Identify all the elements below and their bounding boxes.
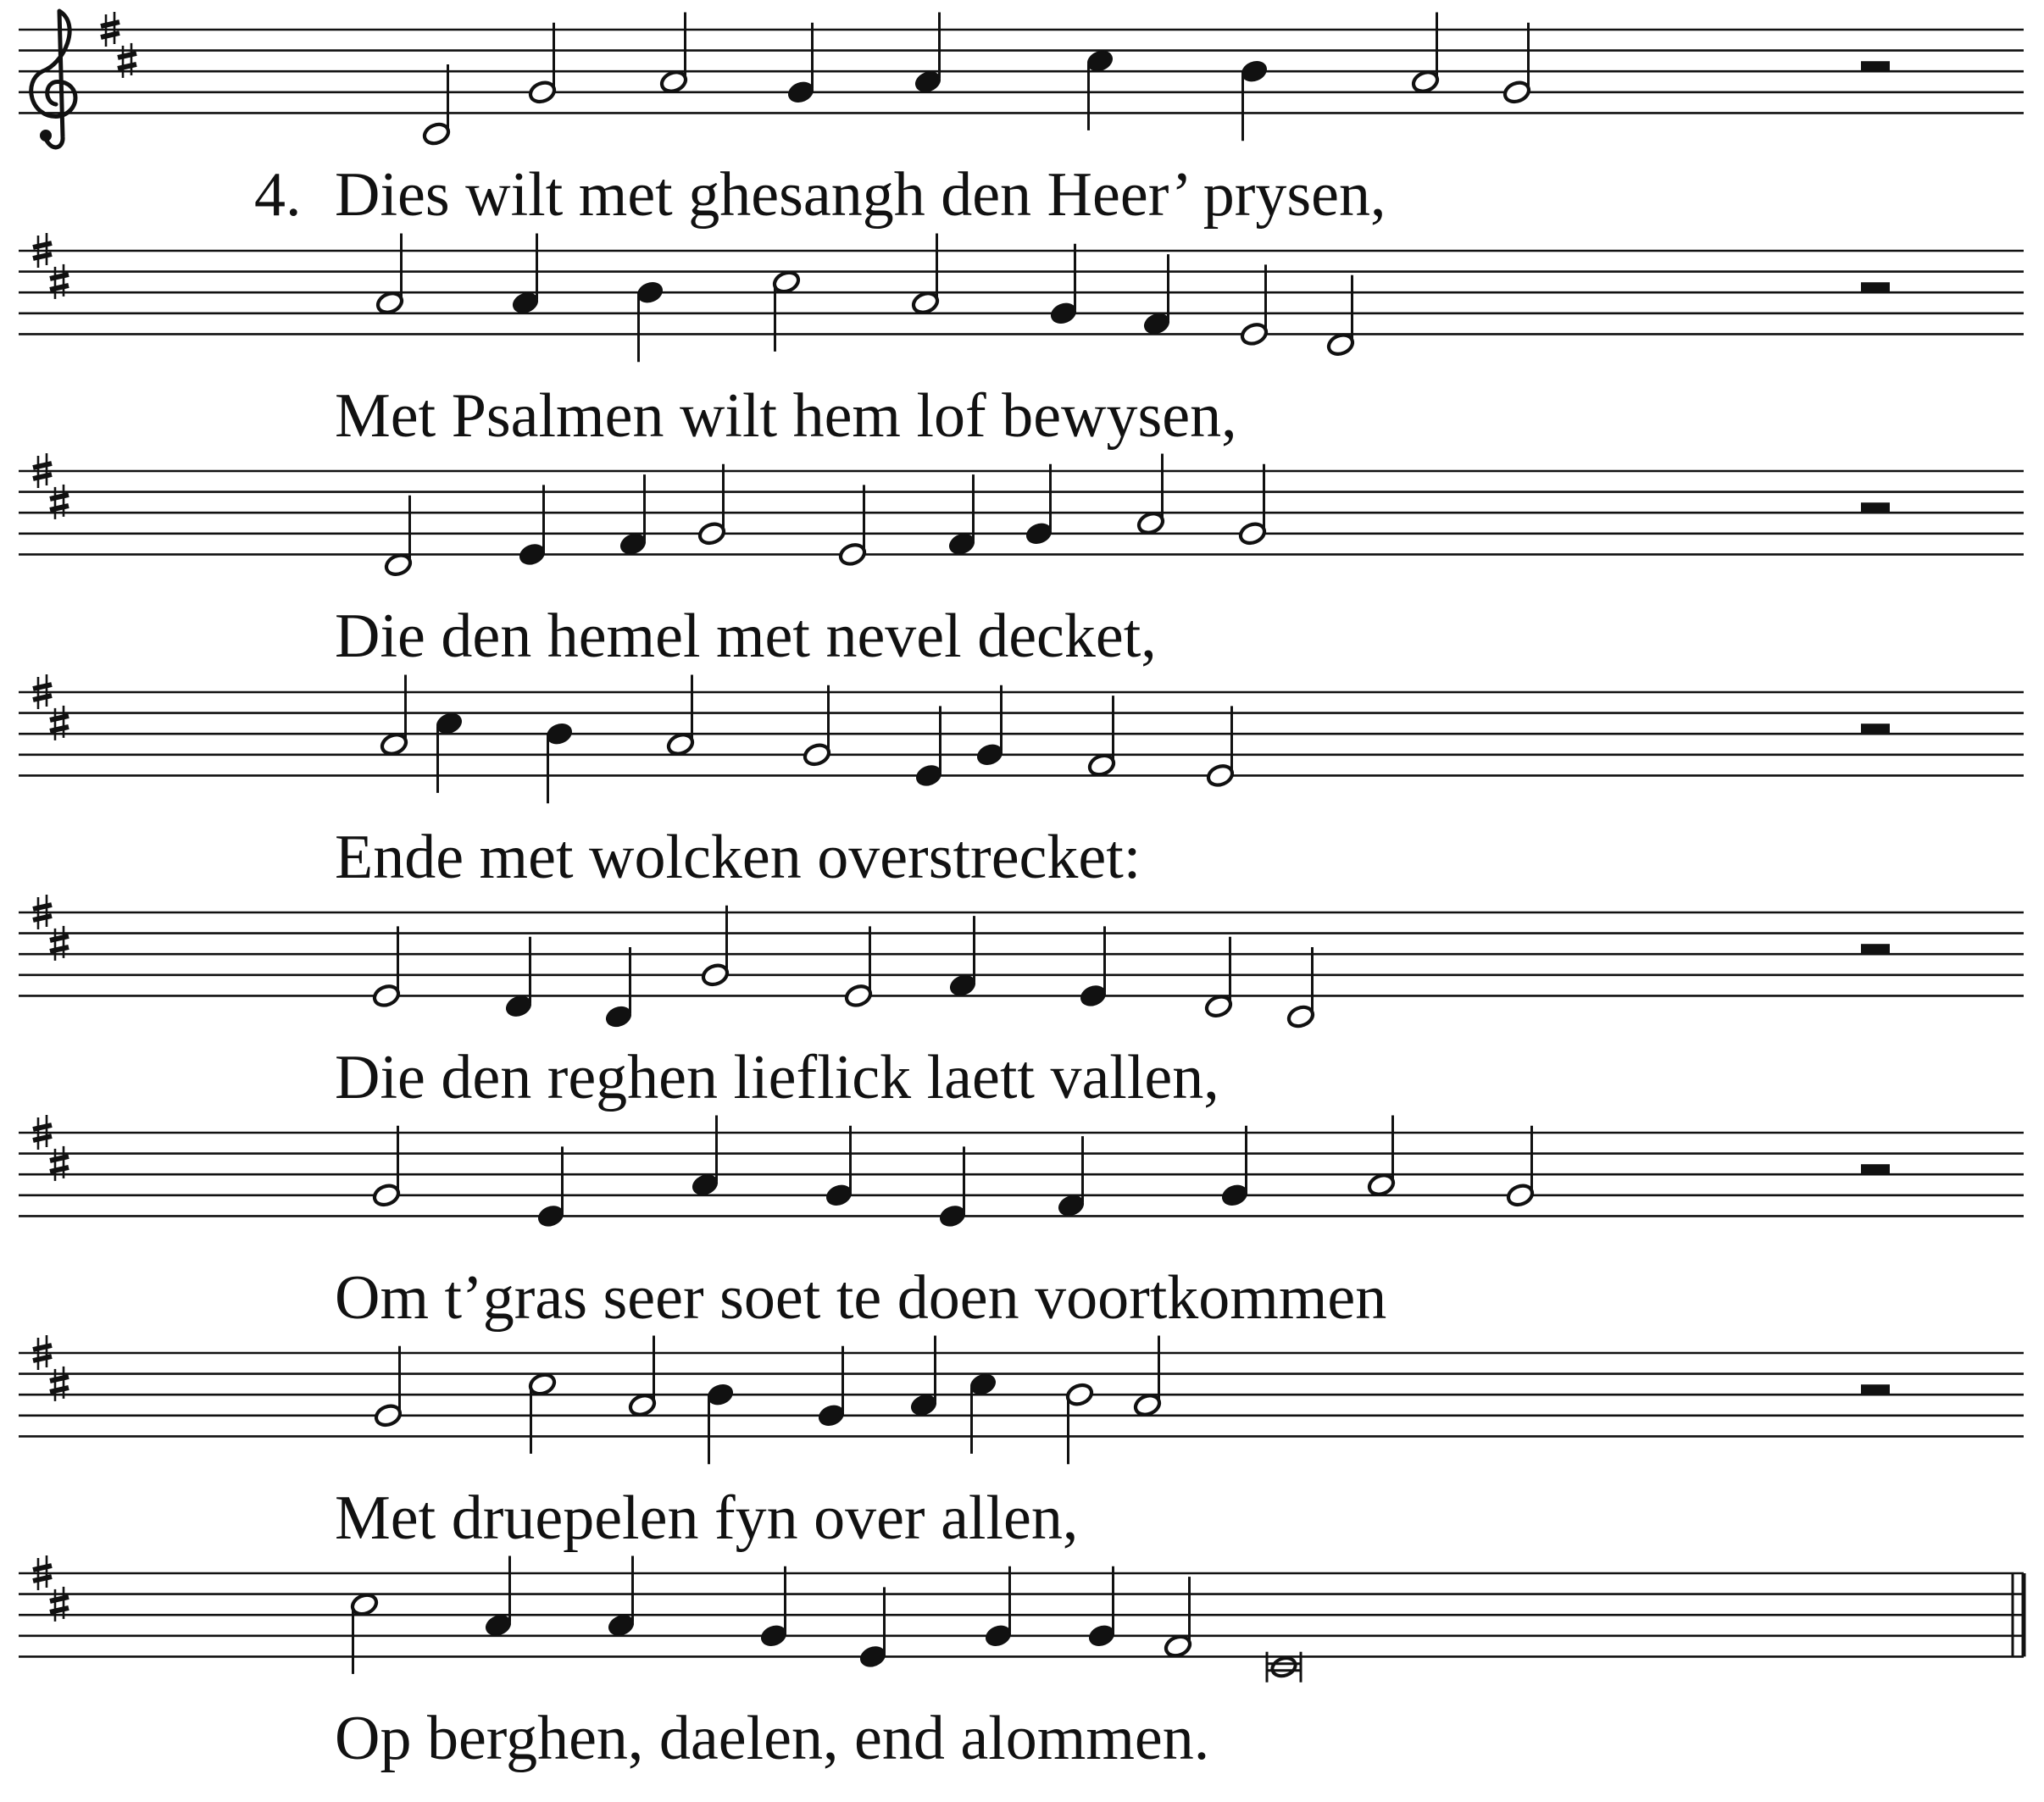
note [1133,1336,1163,1418]
treble-clef-icon [31,11,75,147]
sharp-c-icon [118,43,136,78]
staff-system [19,895,2024,1112]
note [824,1126,854,1209]
lyric-line: Met Psalmen wilt hem lof bewysen, [335,381,1237,451]
note [913,13,943,96]
note [510,234,541,317]
lyric-line: Die den hemel met nevel decket, [335,602,1157,671]
note [858,1587,888,1670]
sharp-c-icon [50,926,69,961]
note [803,685,832,768]
note [975,685,1005,768]
note [844,926,874,1008]
note [758,1566,789,1650]
note [705,1381,736,1464]
note [1085,47,1115,130]
note [1086,1566,1117,1650]
note [911,234,941,316]
note [914,706,944,789]
half-rest-icon [1861,1384,1890,1394]
note [374,1346,403,1428]
note [1239,58,1269,141]
note [372,1126,402,1208]
note [666,675,696,757]
note [434,710,464,793]
lyric-line: Op berghen, daelen, end alommen. [335,1704,1210,1773]
staff-system [19,1115,2024,1333]
note [544,720,575,803]
treble-clef-dot [40,130,52,141]
staff-system [19,674,2024,892]
note [947,474,977,557]
note [1164,1577,1193,1659]
note [1087,696,1117,778]
half-rest-icon [1861,944,1890,954]
staff-system [19,11,2024,230]
lyric-line: Met druepelen fyn over allen, [335,1483,1079,1553]
note [838,485,868,567]
note [1326,275,1356,358]
note [1056,1136,1086,1219]
note [483,1556,514,1639]
lyric-line: Om t’gras seer soet te doen voortkommen [335,1263,1387,1333]
note [1502,23,1532,105]
note [1506,1126,1536,1208]
half-rest-icon [1861,282,1890,292]
half-rest-icon [1861,502,1890,513]
note [628,1336,658,1418]
note [786,23,816,106]
note [772,269,802,352]
staff-system [19,1335,2024,1553]
note [968,1371,998,1454]
note [618,474,648,557]
half-rest-icon [1861,1164,1890,1174]
note [937,1146,968,1229]
note [422,64,452,147]
sharp-c-icon [50,706,69,740]
note [603,947,634,1030]
note [635,279,665,362]
note [1219,1126,1250,1209]
note [908,1336,939,1419]
note [1204,937,1234,1019]
sharp-c-icon [50,264,69,299]
note [947,916,978,999]
note [350,1592,380,1674]
note [1136,454,1166,536]
note [536,1146,566,1229]
sharp-c-icon [50,1367,69,1401]
note [380,675,409,757]
note [697,464,727,546]
note [690,1116,720,1199]
sharp-c-icon [50,485,69,519]
sharp-c-icon [50,1146,69,1181]
note [384,496,414,578]
note [1367,1116,1397,1198]
note [1206,706,1236,788]
staff-system [19,233,2024,451]
note [1078,926,1108,1009]
note [1238,464,1268,546]
lyric-line: Ende met wolcken overstrecket: [335,823,1141,892]
note [1024,464,1054,547]
note [1411,13,1441,95]
note [375,234,405,316]
note [606,1556,636,1639]
note [1240,264,1269,347]
half-rest-icon [1861,61,1890,71]
note [517,485,547,568]
lyric-line: Dies wilt met ghesangh den Heer’ prysen, [335,160,1386,230]
note [701,906,730,988]
staff-system [19,1555,2024,1773]
note [1141,254,1172,337]
verse-number: 4. [254,160,302,230]
note [816,1346,847,1429]
note [503,937,534,1020]
note [983,1566,1014,1650]
note [1065,1382,1095,1464]
note [528,23,558,105]
note [528,1372,558,1454]
lyric-line: Die den reghen lieflick laett vallen, [335,1043,1219,1112]
note [1048,244,1079,327]
half-rest-icon [1861,724,1890,734]
note [372,926,402,1008]
staff-system [19,453,2024,671]
sharp-c-icon [50,1587,69,1622]
note [659,13,689,95]
note [1286,947,1316,1029]
